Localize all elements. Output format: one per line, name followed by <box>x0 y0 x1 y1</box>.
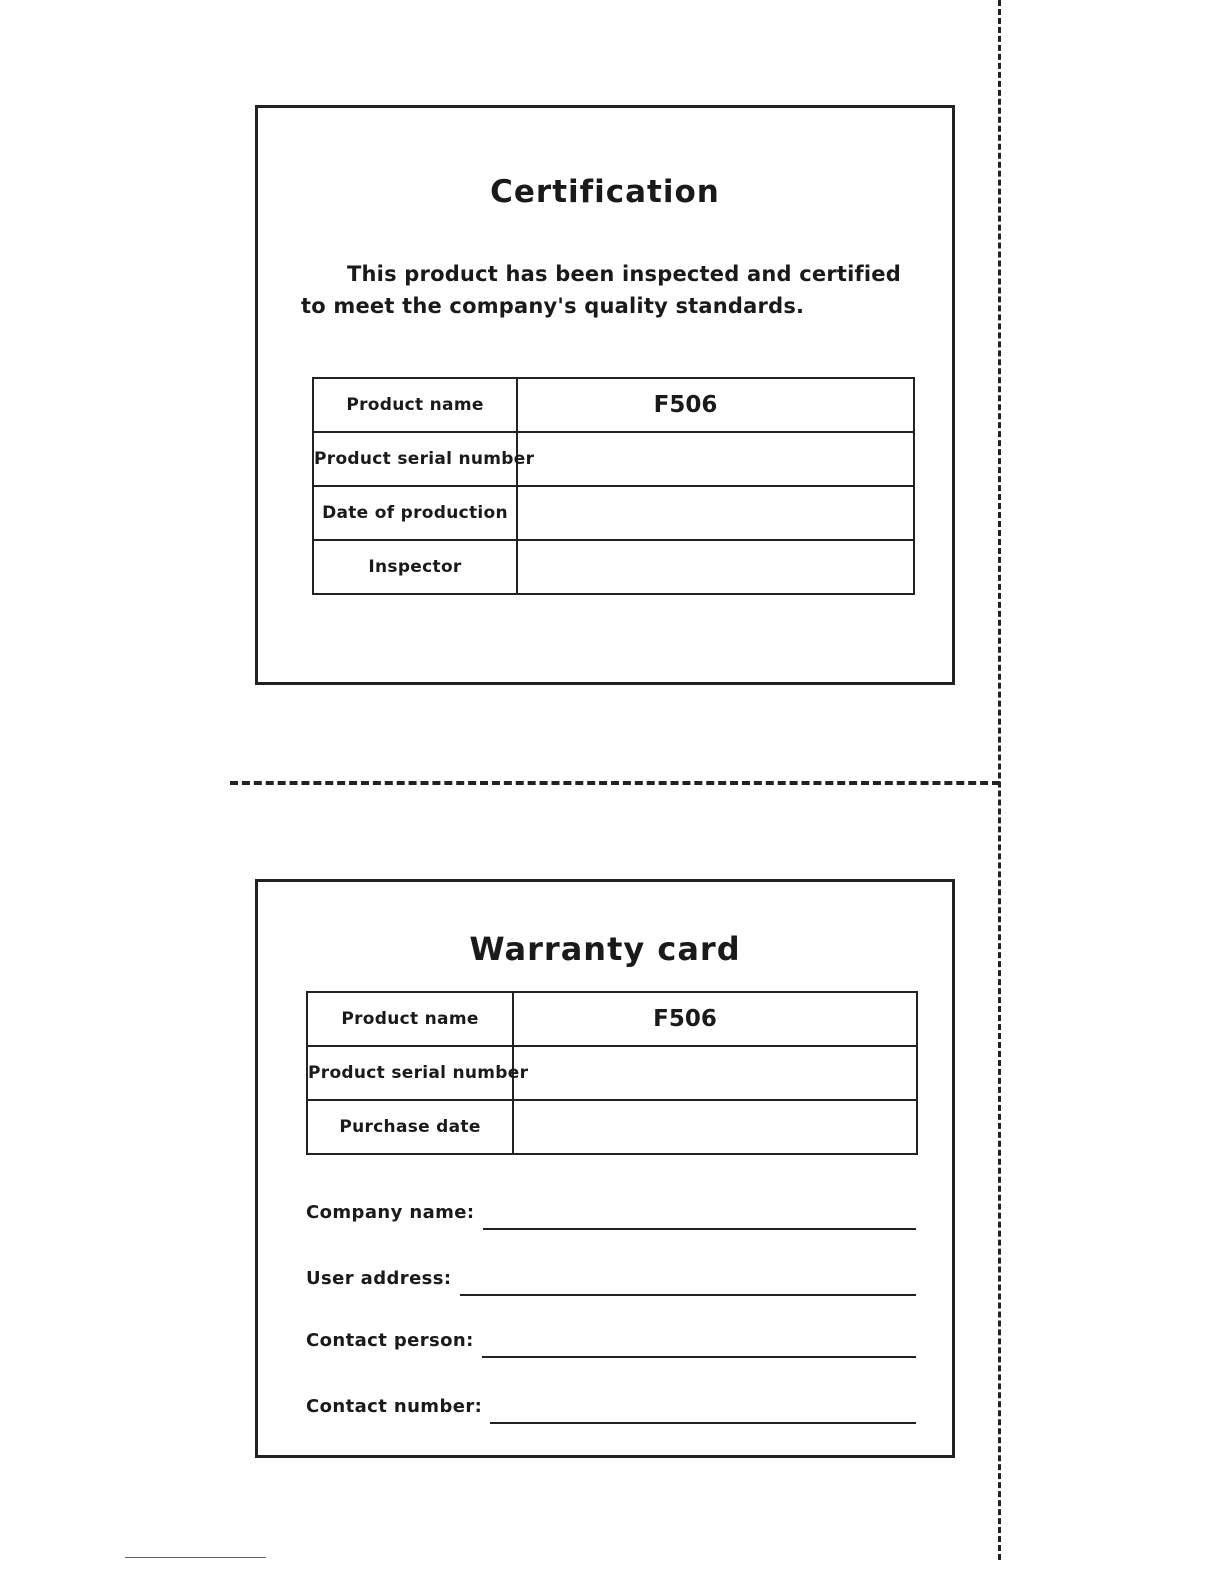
product-name-label: Product name <box>313 378 517 432</box>
product-name-value[interactable]: F506 <box>513 992 917 1046</box>
user-address-field <box>306 1268 916 1290</box>
certification-statement: This product has been inspected and certified to meet the company's quality standards. <box>301 262 901 318</box>
vertical-cut-line <box>998 0 1001 1560</box>
contact-number-field <box>306 1396 916 1418</box>
horizontal-cut-line <box>230 781 1000 785</box>
certification-title: Certification <box>490 174 720 210</box>
serial-number-value[interactable] <box>517 432 914 486</box>
purchase-date-value[interactable] <box>513 1100 917 1154</box>
serial-number-value[interactable] <box>513 1046 917 1100</box>
table-row <box>313 540 914 594</box>
inspector-label: Inspector <box>313 540 517 594</box>
contact-person-line[interactable] <box>482 1356 916 1358</box>
table-row <box>307 1046 917 1100</box>
serial-number-label: Product serial number <box>313 432 517 486</box>
purchase-date-label: Purchase date <box>307 1100 513 1154</box>
contact-person-field <box>306 1330 916 1352</box>
production-date-value[interactable] <box>517 486 914 540</box>
serial-number-label: Product serial number <box>307 1046 513 1100</box>
table-row <box>307 1100 917 1154</box>
table-row <box>313 378 914 432</box>
product-name-label: Product name <box>307 992 513 1046</box>
table-row <box>313 432 914 486</box>
warranty-title: Warranty card <box>469 930 741 968</box>
inspector-value[interactable] <box>517 540 914 594</box>
production-date-label: Date of production <box>313 486 517 540</box>
company-name-field <box>306 1202 916 1224</box>
certification-table <box>312 377 915 595</box>
table-row <box>313 486 914 540</box>
company-name-label: Company name: <box>306 1202 475 1223</box>
company-name-line[interactable] <box>483 1228 916 1230</box>
contact-person-label: Contact person: <box>306 1330 474 1351</box>
user-address-line[interactable] <box>460 1294 916 1296</box>
warranty-card <box>255 879 955 1458</box>
user-address-label: User address: <box>306 1268 452 1289</box>
contact-number-line[interactable] <box>490 1422 916 1424</box>
warranty-table <box>306 991 918 1155</box>
footer-rule <box>125 1557 266 1558</box>
certification-card <box>255 105 955 685</box>
product-name-value[interactable]: F506 <box>517 378 914 432</box>
table-row <box>307 992 917 1046</box>
contact-number-label: Contact number: <box>306 1396 483 1417</box>
